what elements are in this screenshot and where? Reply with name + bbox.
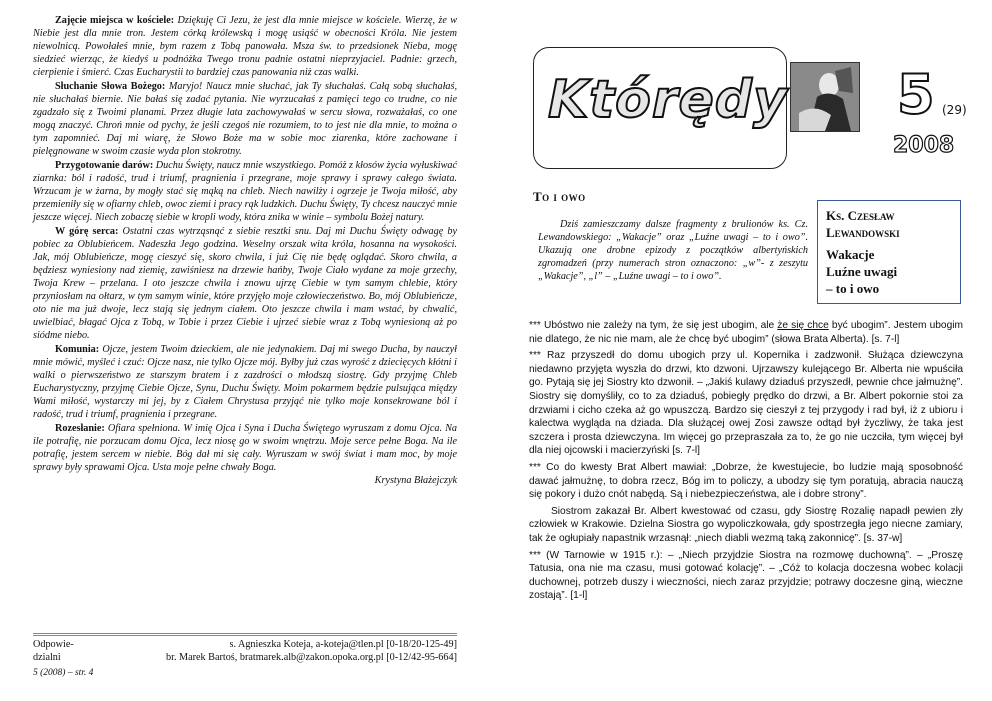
masthead-image xyxy=(790,62,860,132)
paragraph-sluchanie xyxy=(33,80,457,158)
paragraph-heading: Rozesłanie: xyxy=(55,423,105,434)
article-title: Wakacje xyxy=(826,247,875,262)
anecdote-paragraph xyxy=(529,319,963,346)
footer-divider xyxy=(33,633,457,636)
anecdote-text: być ubogim”. Jestem ubogim nie dlatego, że nic nie mam, ale że chcę być ubogim” (słowa Brata Alberta). [s. 7-l] xyxy=(529,320,963,345)
footer-label: Odpowie- xyxy=(33,639,74,650)
anecdote-paragraph: *** Co do kwesty Brat Albert mawiał: „Dobrze, że kwestujecie, bo ludzie mają sposobność dawać jałmużnę, to dobra rzecz, Bóg im to policzy, a ubodzy się tym poratują, abracia nauczą się pokory i dużo cnót nabędą. Są i niebezpieczeństwa, ale i dobre strony”. xyxy=(529,461,963,501)
paragraph-text: Duchu Święty, naucz mnie wszystkiego. Pomóż z kłosów życia wyłuskiwać ziarnka: ból i radość, trud i triumf, pragnienia i przegrane, moje sprawy i sprawy całego świata. Wrzucam je w żarna, by mogły stać się mąką na chleb. Niech nawilży i ogrzeje je Twoja miłość, aby przemieniły się w ofiarny chleb, owoc ziemi i pracy rąk ludzkich. Duchu Święty, Ty chcesz nauczyć mnie jeszcze więcej. Niech zobaczę siebie w kropli wody, która znika w winie – symbolu Bożej natury. xyxy=(33,160,457,223)
right-column xyxy=(529,319,963,606)
issue-total: (29) xyxy=(942,103,967,117)
author-signature: Krystyna Błażejczyk xyxy=(374,475,457,486)
paragraph-heading: Komunia: xyxy=(55,344,100,355)
paragraph-text: Ojcze, jestem Twoim dzieckiem, ale nie jedynakiem. Daj mi swego Ducha, by nauczył mnie mówić, myśleć i czuć: Ojcze nasz, nie tylko Ojcze mój. Byłby już czas wyrość z dziecięcych kłótni i walki o pierwszeństwo ze starszym bratem i z zazdrości o młodszą siostrę. Gdy przyjmę Chleb Eucharystyczny, przyjmę Ciebie Ojcze, Synu, Duchu Święty. Moim pokarmem będzie pulsująca między Wami miłość, wystarczy mi jej, by z Ciałem Chrystusa przyjąć nie tylko moje konsekrowane ból i radość, trud i triumf, pragnienia i przegrane. xyxy=(33,344,457,420)
engraving-icon xyxy=(791,63,859,131)
paragraph-przygotowanie xyxy=(33,159,457,224)
footer-row xyxy=(33,638,457,651)
paragraph-text: Maryjo! Naucz mnie słuchać, jak Ty słuchałaś. Całą sobą słuchałaś, nie słuchałaś biernie. Nie bałaś się zadać pytania. Nie wyrzucałaś z pamięci tego co trudne, co nie zgadzało się z Twoimi planami. Przez długie lata zachowywałaś w sercu słowa, rozważałaś, co one mogą znaczyć. Chroń mnie od pychy, że jeśli czegoś nie rozumiem, to to jest nie dla mnie, to można o tym zapomnieć. Daj mi wiarę, że Słowo Boże ma w sobie moc ziarenka, które zachowane i pielęgnowane w swoim czasie wyda plon stokrotny. xyxy=(33,81,458,157)
paragraph-zajecie xyxy=(33,14,457,79)
anecdote-paragraph: *** (W Tarnowie w 1915 r.): – „Niech przyjdzie Siostra na rozmowę duchowną”. – „Proszę Tatusia, ona nie ma czasu, musi gotować kolację”. – „Cóż to kolacja doczesna wobec kolacji duchownej, potrzeb duszy i wieczności, niech zaraz przyjdzie; potrawy doczesne giną, wieczne zostają”. [1-l] xyxy=(529,549,963,602)
anecdote-text: *** Ubóstwo nie zależy na tym, że się jest ubogim, ale xyxy=(529,320,778,331)
underlined-text: że się chce xyxy=(777,320,829,331)
paragraph-text: Ofiara spełniona. W imię Ojca i Syna i Ducha Świętego wyruszam z domu Ojca. Na ile potrafię, nie porzucam domu Ojca, lecz niosę go w swoim wnętrzu. Moje serce pełne Boga. Na ile potrafię, jestem sercem w niebie. Bóg dał mi się cały. Wyruszam w swój świat i mam moc, by moje sprawy były sprawami Ojca. Usta moje pełne chwały Boga. xyxy=(33,423,457,473)
footer-label: dzialni xyxy=(33,652,61,663)
footer-contact: br. Marek Bartoś, bratmarek.alb@zakon.opoka.org.pl [0-12/42-95-664] xyxy=(166,652,457,663)
anecdote-paragraph: *** Raz przyszedł do domu ubogich przy ul. Kopernika i zadzwonił. Służąca dziewczyna niedawno przyjęta wyszła do drzwi, kto dzwoni. Ujrzawszy kulejącego Br. Alberta nie wpuściła go. Pytają się jej Siostry kto dzwonił. – „Jakiś kulawy dziaduś przyszedł, pewnie chce jałmużnę”. Siostry się domyśliły, co to za dziaduś, pobiegły prędko do drzwi, a Br. Albert pokornie stoi za drzwiami i cicho czeka aż go wpuszczą. Bardzo się cieszył z tej przygody i rad był, iż z ubioru i kalectwa wygląda na dziada. Dla służącej owej Zosi zawsze odtąd był życzliwy, że taka jest szczera i prosta dziewczyna. Im więcej go przepraszała za to, że go nie uczciła, tym więcej był dla niej ojcowski i macierzyński [s. 7-l] xyxy=(529,350,963,457)
paragraph-text: Dziękuję Ci Jezu, że jest dla mnie miejsce w kościele. Wierzę, że w Niebie jest dla mnie tron. Jestem córką królewską i mogę usiąść w obecności Króla. Nie jestem niewolnicą. Powołałeś mnie, bym razem z Tobą panowała. Msza św. to przedsionek Nieba, mogę siedzieć wierząc, że kiedyś u podnóżka Twego tronu padnie ostatni nieprzyjaciel. Padnie: grzech, cierpienie i śmierć. Czas Eucharystii to bardziej czas panowania niż czas walki. xyxy=(33,15,458,78)
paragraph-heading: Zajęcie miejsca w kościele: xyxy=(55,15,175,26)
footer-row xyxy=(33,651,457,664)
paragraph-heading: Słuchanie Słowa Bożego: xyxy=(55,81,166,92)
paragraph-rozeslanie xyxy=(33,422,457,487)
footer xyxy=(33,638,457,680)
paragraph-heading: Przygotowanie darów: xyxy=(55,160,154,171)
paragraph-komunia xyxy=(33,343,457,421)
article-title: Luźne uwagi xyxy=(826,264,898,279)
article-title: – to i owo xyxy=(826,281,880,296)
paragraph-w-gore-serca xyxy=(33,225,457,342)
paragraph-text: Ostatni czas wytrząsnąć z siebie resztki snu. Daj mi Duchu Święty odwagę by pobiec za Oblubieńcem. Nadeszła Jego godzina. Weselny orszak wita króla, hosanna na wysokości. Jak, mój Oblubieńcze, mogę cieszyć się, skoro chwila, i już Cię nie będę oglądać. Skoro chwila, a będziesz wyniesiony nad ziemię, zawiśniesz na drzewie hańby, Twoje Ciało wydane za moje grzechy, Twoja Krew – przelana. I oto jeszcze chwila i znowu ujrzę Ciebie w tym samym chlebie, który przyniosłam na ołtarz, w tym samym winie, które przyjęło moje człowieczeństwo. Bo, mój Oblubieńcze, oto nie ma już dwoje, lecz stają się jednym ciałem. Oto jeszcze chwila i mam wstać, by chwalić, uwielbiać, błagać Ojca z Tobą, w Tobie i przez Ciebie i ujrzeć siebie wraz z Tobą wyniesioną aż po siódme niebo. xyxy=(33,226,457,341)
page-number: 5 (2008) – str. 4 xyxy=(33,668,94,678)
paragraph-heading: W górę serca: xyxy=(55,226,119,237)
author-name: Ks. Czesław Lewandowski xyxy=(826,208,900,240)
section-intro: Dziś zamieszczamy dalsze fragmenty z brulionów ks. Cz. Lewandowskiego: „Wakacje” oraz „Luźne uwagi – to i owo”. Ukazują one drobne epizody z początków albertyńskich zgromadzeń (przy numerach stron oznaczono: „w”- z zeszytu „Wakacje”, „l” – „Luźne uwagi – to i owo”. xyxy=(538,219,808,282)
section-title: To i owo xyxy=(533,189,586,204)
author-box xyxy=(817,200,961,304)
footer-contact: s. Agnieszka Koteja, a-koteja@tlen.pl [0-18/20-125-49] xyxy=(229,639,457,650)
left-column xyxy=(33,14,457,488)
issue-number: 5 xyxy=(897,63,935,126)
masthead-title: Którędy xyxy=(548,70,788,130)
anecdote-paragraph: Siostrom zakazał Br. Albert kwestować od czasu, gdy Siostrę Rozalię napadł pewien zły człowiek w Krakowie. Dzielna Siostra go wypoliczkowała, gdy spostrzegła jego niecne zamiary, tak że ogłupiały napastnik wrzasnął: „niech diabli wezmą taką zakonnicę”. [s. 37-w] xyxy=(529,505,963,544)
issue-year: 2008 xyxy=(893,133,955,158)
